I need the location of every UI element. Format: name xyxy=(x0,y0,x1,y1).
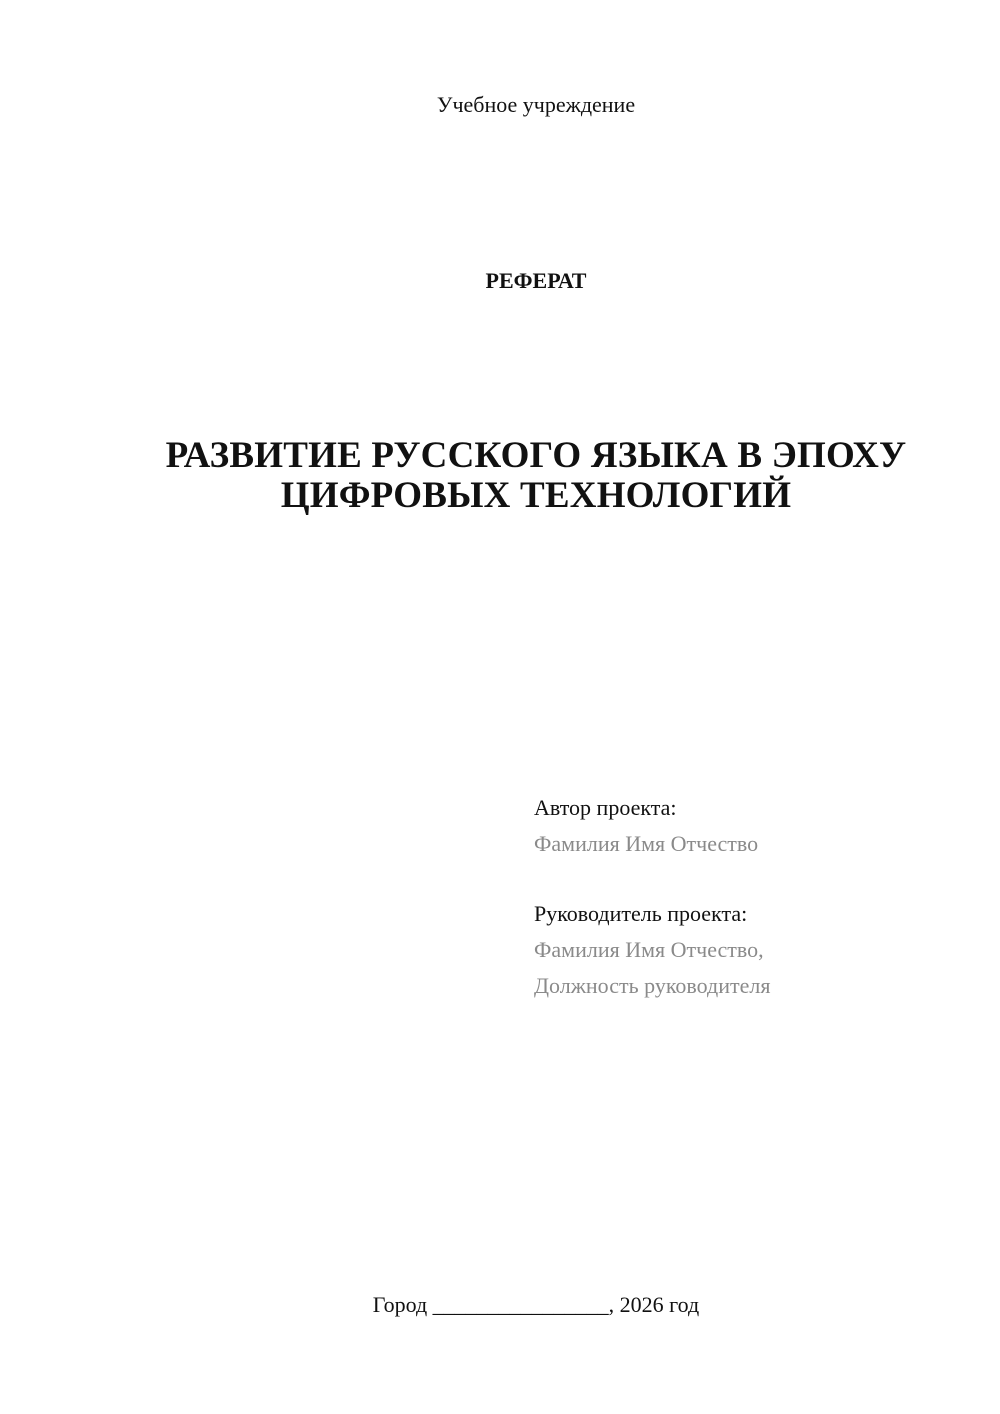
title-line-2: ЦИФРОВЫХ ТЕХНОЛОГИЙ xyxy=(280,475,792,516)
author-name: Фамилия Имя Отчество xyxy=(534,831,759,856)
city-blank-line: ________________ xyxy=(432,1292,609,1317)
supervisor-name: Фамилия Имя Отчество, xyxy=(534,937,764,962)
author-label: Автор проекта: xyxy=(534,795,677,820)
city-label: Город xyxy=(372,1292,428,1317)
supervisor-position: Должность руководителя xyxy=(534,973,771,998)
document-title xyxy=(100,436,972,516)
institution-name: Учебное учреждение xyxy=(436,92,636,117)
supervisor-label: Руководитель проекта: xyxy=(534,901,748,926)
project-info-block xyxy=(534,790,974,1004)
year-text: , 2026 год xyxy=(608,1292,700,1317)
city-year-footer xyxy=(0,1290,1000,1320)
title-line-1: РАЗВИТИЕ РУССКОГО ЯЗЫКА В ЭПОХУ xyxy=(165,435,907,476)
document-type: РЕФЕРАТ xyxy=(485,268,587,293)
